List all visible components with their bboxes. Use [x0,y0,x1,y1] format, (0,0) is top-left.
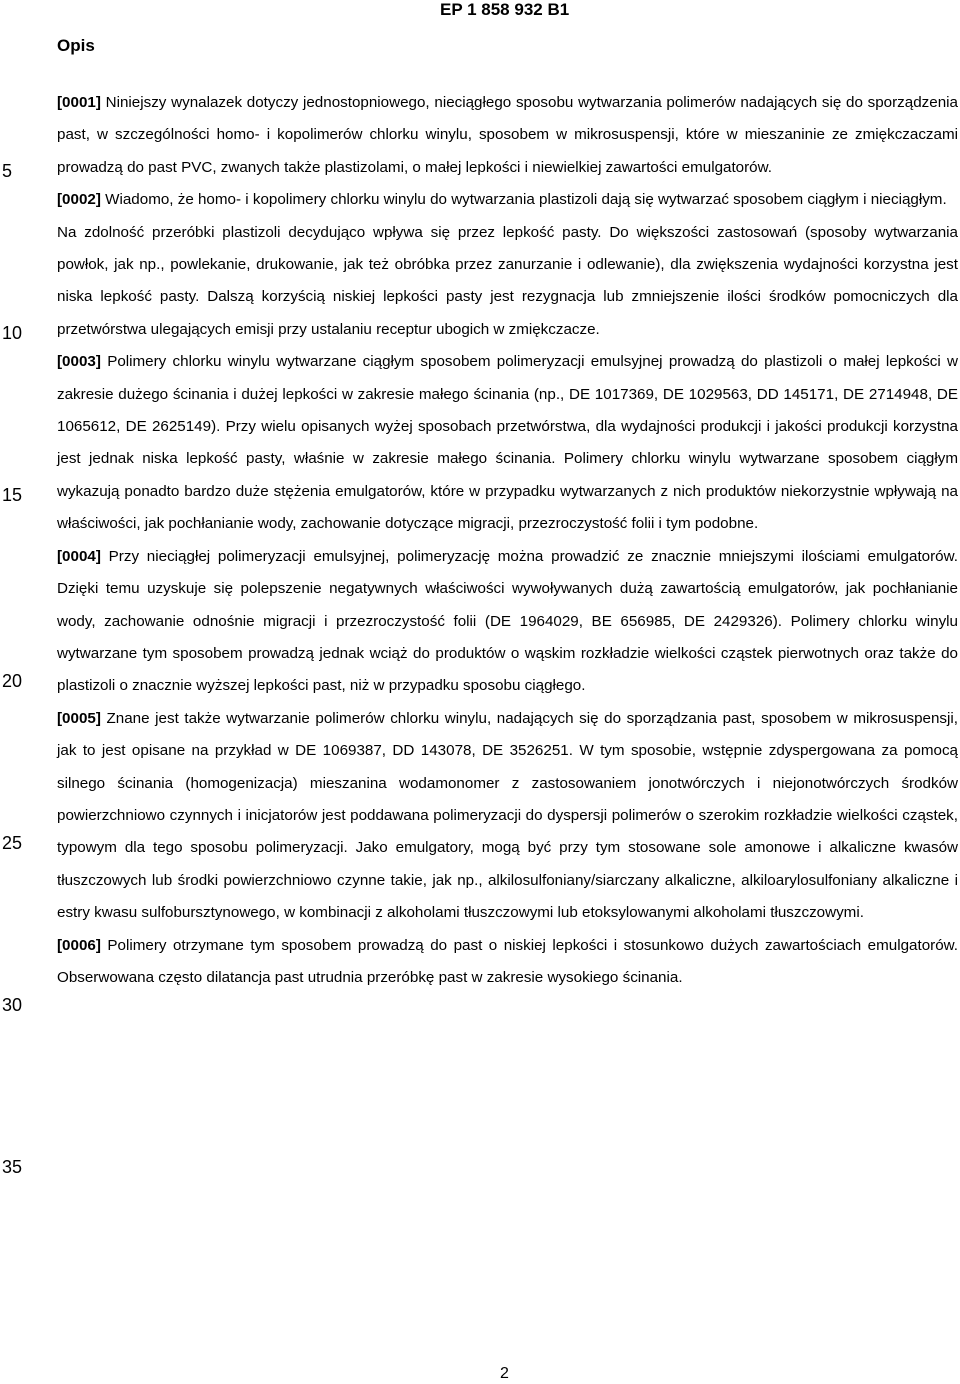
paragraph-0006 [57,930,958,995]
line-number: 5 [2,161,13,181]
paragraph-tag: [0006] [57,936,101,954]
paragraph-0004 [57,541,958,703]
line-number: 35 [2,1157,23,1177]
paragraph-tag: [0004] [57,547,101,565]
paragraph-tag: [0002] [57,191,101,209]
line-number: 30 [2,995,23,1015]
section-title: Opis [57,36,95,55]
paragraph-0002-continued [57,217,958,347]
paragraph-tag: [0001] [57,94,101,111]
paragraph-text: Polimery chlorku winylu wytwarzane ciągłym sposobem polimeryzacji emulsyjnej prowadzą do plastizoli o małej lepkości w zakresie dużego ścinania i dużej lepkości w zakresie małego ścinania (np., DE 1017369, DE 1029563, DD 145171, DE 2714948, DE 1065612, DE 2625149). Przy wielu opisanych wyżej sposobach przetwórstwa, dla wydajności produkcji i jakości produkcji korzystna jest jednak niska lepkość pasty, właśnie w zakresie małego ścinania. Polimery chlorku winylu wytwarzane sposobem ciągłym wykazują ponadto bardzo duże stężenia emulgatorów, które w przypadku wytwarzanych z nich produktów niekorzystnie wpływają na właściwości, jak pochłanianie wody, zachowanie dotyczące migracji, przezroczystość folii i tym podobne. [57,353,958,533]
paragraph-tag: [0005] [57,709,101,727]
paragraph-text: Niniejszy wynalazek dotyczy jednostopniowego, nieciągłego sposobu wytwarzania polimerów nadających się do sporządzenia past, w szczególności homo- i kopolimerów chlorku winylu, sposobem w mikrosuspensji, które w mieszaninie ze zmiękczaczami prowadzą do past PVC, zwanych także plastizolami, o małej lepkości i niewielkiej zawartości emulgatorów. [57,94,958,176]
paragraph-text: Znane jest także wytwarzanie polimerów chlorku winylu, nadających się do sporządzania past, sposobem w mikrosuspensji, jak to jest opisane na przykład w DE 1069387, DD 143078, DE 3526251. W tym sposobie, wstępnie zdyspergowana za pomocą silnego ścinania (homogenizacja) mieszanina wodamonomer z zastosowaniem jonotwórczych i niejonotwórczych środków powierzchniowo czynnych i inicjatorów jest poddawana polimeryzacji do dyspersji polimerów o szerokim rozkładzie wielkości cząstek, typowym dla tego sposobu polimeryzacji. Jako emulgatory, mogą być przy tym stosowane sole amonowe i alkaliczne kwasów tłuszczowych lub środki powierzchniowo czynne takie, jak np., alkilosulfoniany/siarczany alkaliczne, alkiloarylosulfoniany alkaliczne i estry kwasu sulfobursztynowego, w kombinacji z alkoholami tłuszczowymi lub etoksylowanymi alkoholami tłuszczowymi. [57,709,958,922]
paragraph-tag: [0003] [57,353,101,371]
line-number: 20 [2,671,23,691]
paragraph-0001 [57,87,958,184]
line-number: 25 [2,833,23,853]
paragraph-text: Wiadomo, że homo- i kopolimery chlorku winylu do wytwarzania plastizoli dają się wytwarzać sposobem ciągłym i nieciągłym. [105,191,947,209]
document-body [57,87,958,994]
paragraph-0002 [57,184,958,216]
paragraph-text: Przy nieciągłej polimeryzacji emulsyjnej, polimeryzację można prowadzić ze znacznie mniejszymi ilościami emulgatorów. Dzięki temu uzyskuje się polepszenie negatywnych właściwości wywoływanych dużą zawartością emulgatorów, jak pochłanianie wody, zachowanie odnośnie migracji i przezroczystość folii (DE 1964029, BE 656985, DE 2429326). Polimery chlorku winylu wytwarzane tym sposobem prowadzą jednak wciąż do produktów o wąskim rozkładzie wielkości cząstek pierwotnych oraz także do plastizoli o znacznie wyższej lepkości past, niż w przypadku sposobu ciągłego. [57,547,958,695]
page-number: 2 [500,1365,509,1382]
line-number: 15 [2,485,23,505]
paragraph-text: Na zdolność przeróbki plastizoli decydująco wpływa się przez lepkość pasty. Do większości zastosowań (sposoby wytwarzania powłok, jak np., powlekanie, drukowanie, jak też obróbka przez zanurzanie i odlewanie), dla zwiększenia wydajności korzystna jest niska lepkość pasty. Dalszą korzyścią niskiej lepkości pasty jest rezygnacja lub zmniejszenie ilości środków pomocniczych dla przetwórstwa ulegających emisji przy ustalaniu receptur ubogich w zmiękczacze. [57,223,958,338]
patent-number-header: EP 1 858 932 B1 [440,0,570,19]
paragraph-0003 [57,346,958,540]
line-number: 10 [2,323,23,343]
paragraph-text: Polimery otrzymane tym sposobem prowadzą do past o niskiej lepkości i stosunkowo dużych zawartościach emulgatorów. Obserwowana często dilatancja past utrudnia przeróbkę past w zakresie wysokiego ścinania. [57,936,958,986]
paragraph-0005 [57,703,958,930]
